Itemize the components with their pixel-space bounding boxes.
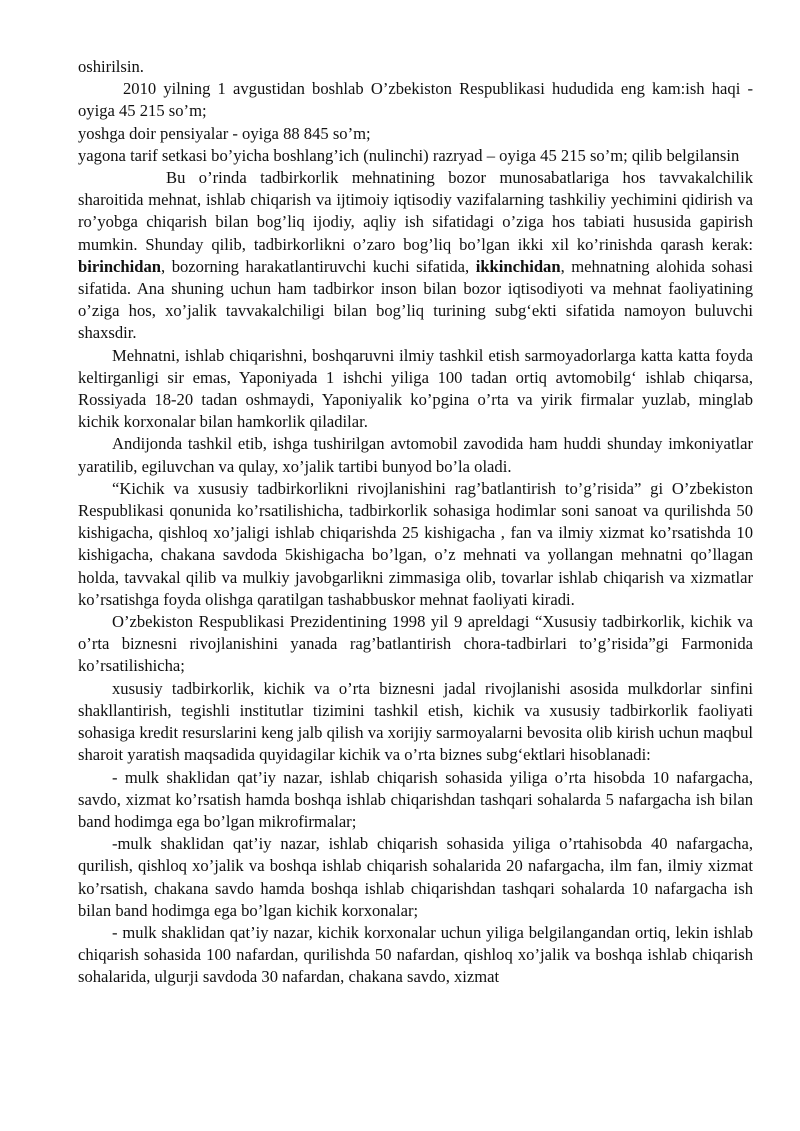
list-item-small-enterprises: -mulk shaklidan qat’iy nazar, ishlab chiqarish sohasida yiliga o’rtahisobda 40 nafargacha, qurilish, qishloq xo’jalik va boshqa ishlab chiqarish sohalarida 20 nafargacha, ilm fan, ilmiy xizmat ko’rsatish, chakana savdo hamda boshqa ishlab chiqarishdan tashqari sohalarda 10 nafargacha ish bilan band hodimga ega bo’lgan kichik korxonalar; [78,834,753,920]
paragraph-min-wage: 2010 yilning 1 avgustidan boshlab O’zbekiston Respublikasi hududida eng kam:ish haqi - oyiga 45 215 so’m; [78,79,753,121]
paragraph-tariff: yagona tarif setkasi bo’yicha boshlang’ich (nulinchi) razryad – oyiga 45 215 so’m; qilib belgilansin [78,145,740,165]
list-item-medium-enterprises: - mulk shaklidan qat’iy nazar, kichik korxonalar uchun yiliga belgilangandan ortiq, lekin ishlab chiqarish sohasida 100 nafardan, qurilishda 50 nafardan, qishloq xo’jalik va boshqa ishlab chiqarish sohalarida, ulgurji savdoda 30 nafardan, chakana savdo, xizmat [78,922,753,987]
paragraph-business-subjects: xususiy tadbirkorlik, kichik va o’rta biznesni jadal rivojlanishi asosida mulkdorlar sinfini shakllantirish, tegishli institutlar tizimini tashkil etish, kichik va xususiy tadbirkorlik faoliyati sohasiga kredit resurslarini keng jalb qilish va xorijiy sarmoyalarni bevosita olib kirish uchun maqbul sharoit yaratish maqsadida quyidagilar kichik va o’rta biznes subg‘ektlari hisoblanadi: [78,678,753,765]
list-item-microfirms: - mulk shaklidan qat’iy nazar, ishlab chiqarish sohasida yiliga o’rta hisobda 10 nafargacha, savdo, xizmat ko’rsatish hamda boshqa ishlab chiqarishdan tashqari sohalarda 5 nafargacha ish bilan band hodimga ega bo’lgan mikrofirmalar; [78,767,753,831]
paragraph-japan-russia: Mehnatni, ishlab chiqarishni, boshqaruvni ilmiy tashkil etish sarmoyadorlarga katta katta foyda keltirganligi sir emas, Yaponiyada 1 ishchi yiliga 100 tadan ortiq avtomobilg‘ ishlab chiqarsa, Rossiyada 18-20 tadan oshmaydi, Yaponiyalik ko’pgina o’rta va yirik firmalar yuzlab, minglab kichik korxonalar bilan hamkorlik qiladilar. [78,345,753,432]
paragraph-law: “Kichik va xususiy tadbirkorlikni rivojlanishini rag’batlantirish to’g’risida” gi O’zbekiston Respublikasi qonunida ko’rsatilishicha, tadbirkorlik sohasiga hodimlar soni sanoat va qurilishda 50 kishigacha, qishloq xo’jaligi ishlab chiqarishda 25 kishigacha , fan va ilmiy xizmat ko’rsatishda 10 kishigacha, chakana savdoda 5kishigacha bo’lgan, o’z mehnati va yollangan mehnatni qo’llagan holda, tavvakal qilib va mulkiy javobgarlikni zimmasiga olib, tovarlar ishlab chiqarish va xizmatlar ko’rsatishga foyda olishga qaratilgan tashabbuskor mehnat faoliyati kiradi. [78,478,753,609]
bold-term-first: birinchidan [78,256,162,276]
text-span: , mehnatning alohida sohasi sifatida. Ana shuning uchun ham tadbirkor inson bilan bozor iqtisodiyoti va mehnat faoliyatining o’ziga hos, xo’jalik tavvakalchiligi bilan bog’liq turining subg‘ekti sifatida namoyon buluvchi shaxsdir. [78,256,754,343]
document-page [78,56,753,989]
paragraph-pensions: yoshga doir pensiyalar - oyiga 88 845 so’m; [78,123,371,143]
paragraph-intro-end: oshirilsin. [78,57,144,76]
text-span: Bu o’rinda tadbirkorlik mehnatining bozor munosabatlariga hos tavvakalchilik sharoitida mehnat, ishlab chiqarish va ijtimoiy iqtisodiy vazifalarning tashkiliy yechimini qidirish va ro’yobga chiqarish bilan bog’liq ijodiy, aqliy ish sifatidagi o’ziga hos tabiati hususida gapirish mumkin. Shunday qilib, tadbirkorlikni o’zaro bog’liq bo’lgan ikki xil ko’rinishda qarash kerak: [78,168,753,254]
bold-term-second: ikkinchidan [475,256,561,276]
text-span: , bozorning harakatlantiruvchi kuchi sifatida, [161,256,476,276]
paragraph-decree: O’zbekiston Respublikasi Prezidentining 1998 yil 9 apreldagi “Xususiy tadbirkorlik, kichik va o’rta biznesni rivojlanishini yanada rag’batlantirish chora-tadbirlari to’g’risida”gi Farmonida ko’rsatilishicha; [78,612,753,676]
paragraph-andijan: Andijonda tashkil etib, ishga tushirilgan avtomobil zavodida ham huddi shunday imkoniyatlar yaratilib, egiluvchan va qulay, xo’jalik tartibi bunyod bo’la oladi. [78,434,753,476]
paragraph-entrepreneurship-nature [78,167,753,345]
